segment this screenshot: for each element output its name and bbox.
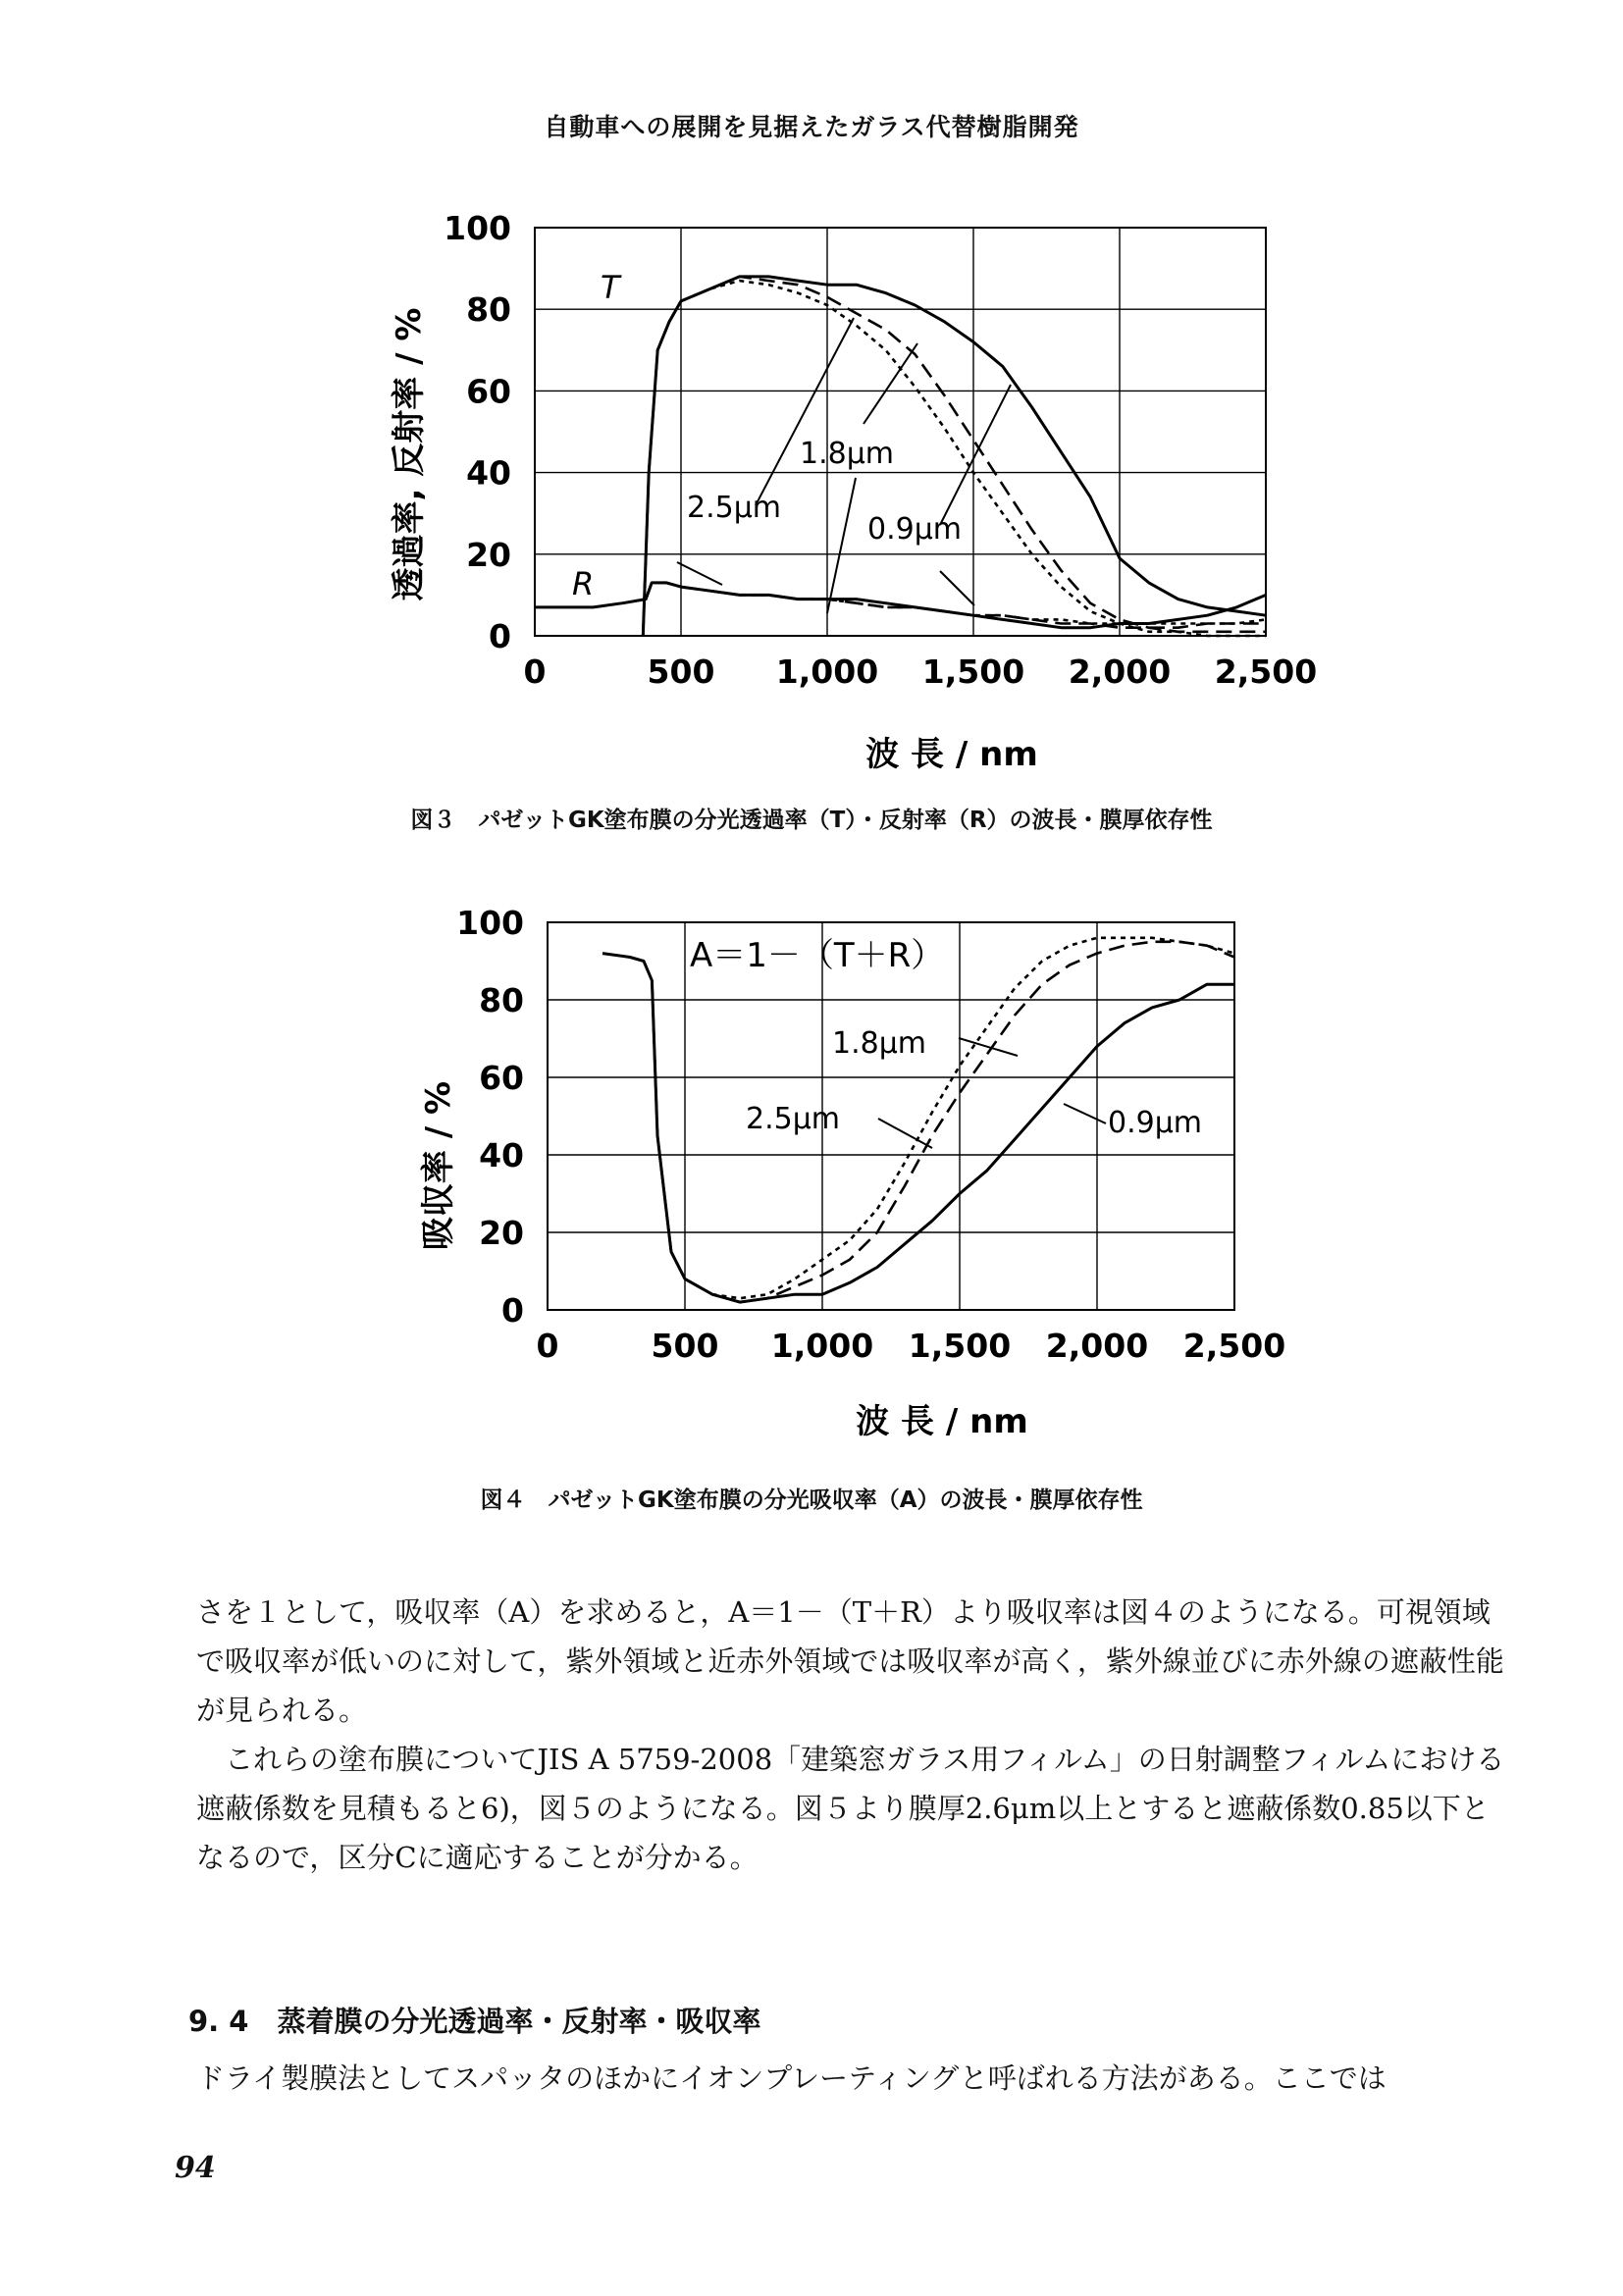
formula-label: A＝1－（T＋R） bbox=[690, 936, 945, 975]
thickness-label-25: 2.5μm bbox=[687, 491, 782, 525]
y-tick-label: 0 bbox=[501, 1291, 524, 1330]
curve-label-R: R bbox=[572, 565, 595, 602]
x-tick-label: 1,000 bbox=[775, 652, 879, 691]
leader-line-R bbox=[677, 562, 722, 585]
body-paragraph-1: さを１として，吸収率（A）を求めると，A＝1－（T＋R）より吸収率は図４のようになる。可視領域で吸収率が低いのに対して，紫外領域と近赤外領域では吸収率が高く，紫外線並びに赤外線の遮蔽性能が見られる。 bbox=[196, 1595, 1504, 1727]
body-paragraph-3: ドライ製膜法としてスパッタのほかにイオンプレーティングと呼ばれる方法がある。ここでは bbox=[196, 2061, 1387, 2095]
x-axis-label: 波 長 / nm bbox=[865, 735, 1038, 774]
leader-line-09b bbox=[940, 571, 974, 605]
x-tick-label: 2,000 bbox=[1045, 1327, 1149, 1365]
y-tick-label: 20 bbox=[479, 1214, 524, 1252]
x-tick-label: 2,500 bbox=[1182, 1327, 1286, 1365]
x-tick-label: 500 bbox=[651, 1327, 719, 1365]
x-tick-label: 2,000 bbox=[1068, 652, 1172, 691]
y-tick-label: 60 bbox=[466, 372, 511, 411]
series-line-R-25 bbox=[646, 583, 1266, 624]
x-tick-label: 0 bbox=[523, 652, 547, 691]
figure-4-caption: 図４ パゼットGK塗布膜の分光吸収率（A）の波長・膜厚依存性 bbox=[480, 1487, 1143, 1513]
x-axis-label: 波 長 / nm bbox=[856, 1402, 1028, 1441]
y-tick-label: 40 bbox=[466, 453, 511, 493]
leader-line-18b bbox=[827, 478, 856, 613]
figure-3-chart bbox=[0, 196, 1623, 774]
section-heading: 9. 4 蒸着膜の分光透過率・反射率・吸収率 bbox=[188, 2005, 761, 2038]
curve-label-T: T bbox=[601, 269, 620, 306]
x-tick-label: 500 bbox=[647, 652, 715, 691]
leader-line-18 bbox=[864, 343, 917, 424]
running-header: 自動車への展開を見据えたガラス代替樹脂開発 bbox=[544, 113, 1079, 141]
x-tick-label: 0 bbox=[536, 1327, 559, 1365]
y-tick-label: 80 bbox=[466, 290, 511, 330]
leader-line-25 bbox=[878, 1119, 932, 1148]
x-tick-label: 1,000 bbox=[770, 1327, 874, 1365]
thickness-label-25: 2.5μm bbox=[746, 1102, 841, 1136]
y-tick-label: 40 bbox=[479, 1136, 524, 1174]
y-tick-label: 60 bbox=[479, 1059, 524, 1097]
y-axis-label: 吸収率 / % bbox=[419, 1080, 458, 1251]
figure-4-chart bbox=[0, 883, 1623, 1441]
body-paragraph-2: これらの塗布膜についてJIS A 5759-2008「建築窓ガラス用フィルム」の日射調整フィルムにおける遮蔽係数を見積もると6)，図５のようになる。図５より膜厚2.6μm以上とすると遮蔽係数0.85以下となるので，区分Cに適応することが分かる。 bbox=[196, 1743, 1505, 1874]
y-axis-label: 透過率, 反射率 / % bbox=[390, 307, 429, 601]
y-tick-label: 100 bbox=[456, 904, 524, 942]
x-tick-label: 1,500 bbox=[921, 652, 1025, 691]
page-number: 94 bbox=[175, 2151, 216, 2185]
series-line-T-09 bbox=[643, 277, 1266, 636]
thickness-label-09: 0.9μm bbox=[867, 512, 963, 547]
y-tick-label: 100 bbox=[444, 209, 511, 247]
figure-3-caption: 図３ パゼットGK塗布膜の分光透過率（T）・反射率（R）の波長・膜厚依存性 bbox=[410, 808, 1213, 833]
leader-line-09 bbox=[1064, 1104, 1106, 1123]
y-tick-label: 20 bbox=[466, 535, 511, 574]
y-tick-label: 0 bbox=[489, 617, 511, 655]
thickness-label-18: 1.8μm bbox=[800, 437, 895, 471]
x-tick-label: 1,500 bbox=[908, 1327, 1012, 1365]
series-line-T-25 bbox=[643, 281, 1266, 636]
y-tick-label: 80 bbox=[479, 981, 524, 1019]
thickness-label-09: 0.9μm bbox=[1108, 1106, 1203, 1140]
thickness-label-18: 1.8μm bbox=[832, 1026, 927, 1061]
x-tick-label: 2,500 bbox=[1214, 652, 1318, 691]
leader-line-25 bbox=[756, 318, 854, 505]
